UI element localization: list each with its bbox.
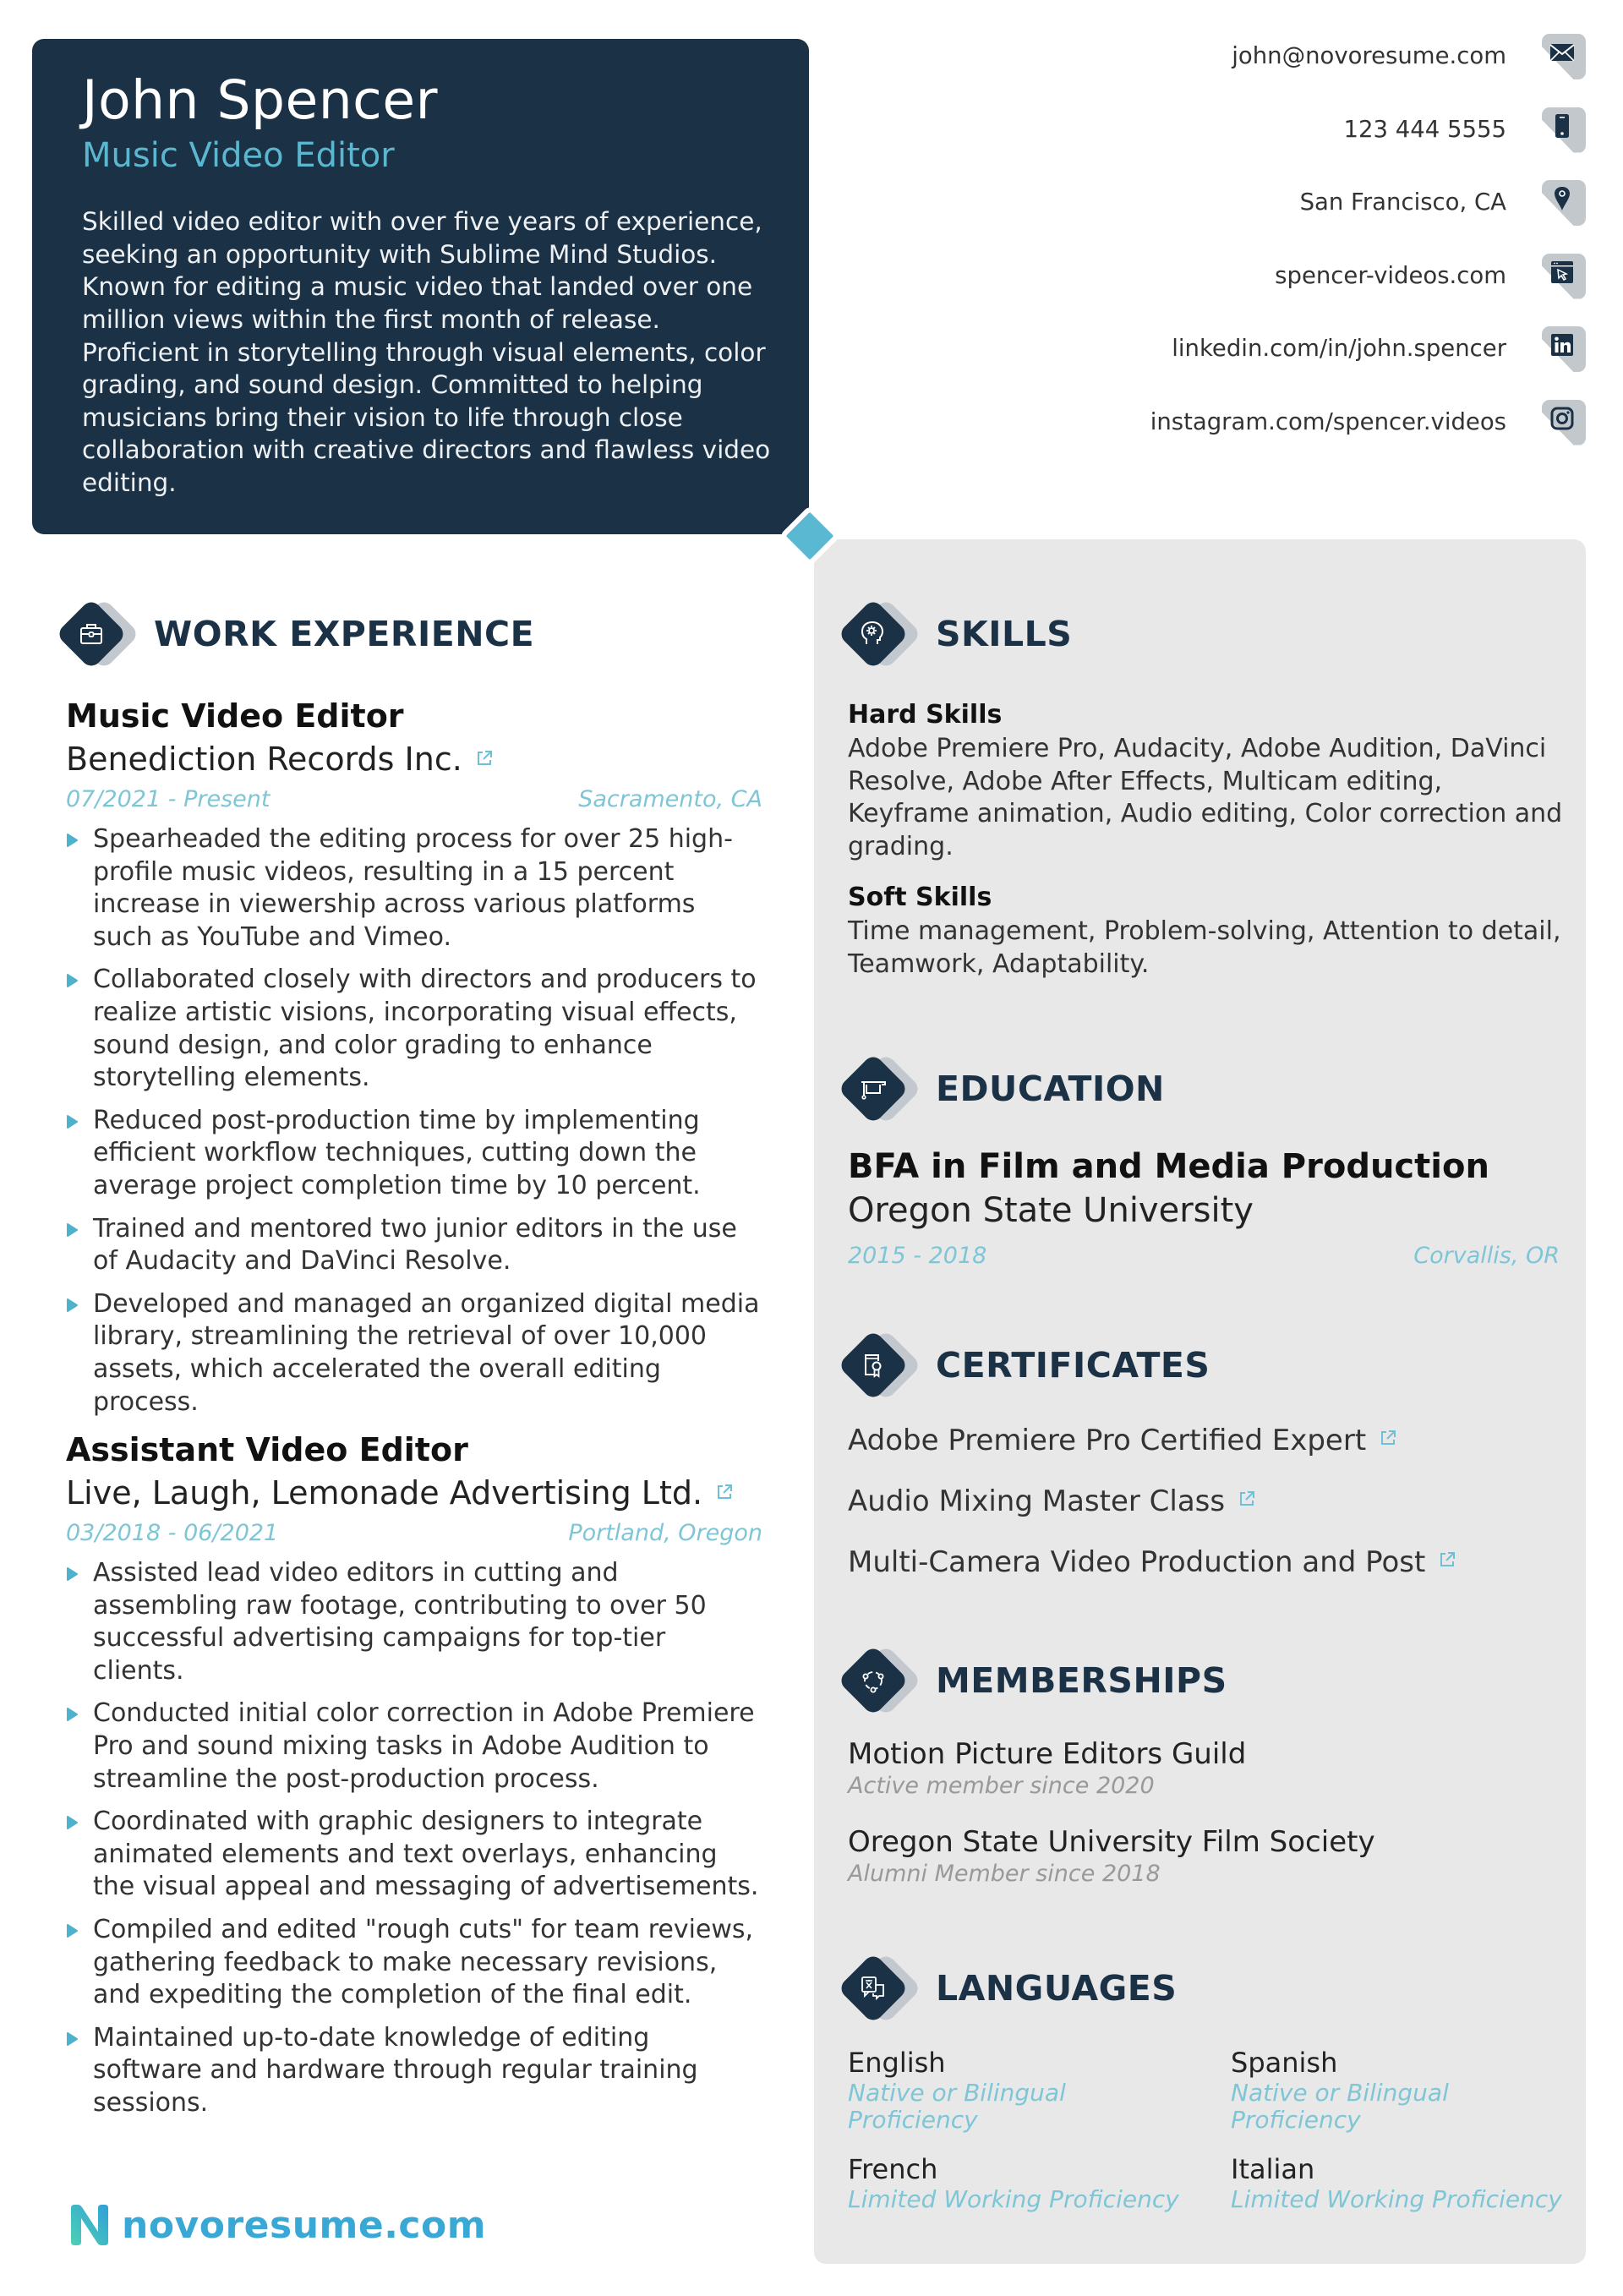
contact-website[interactable] [945,252,1587,325]
contact-phone-text[interactable]: 123 444 5555 [1343,115,1506,143]
job-location: Portland, Oregon [568,1520,762,1546]
language-name: Spanish [1231,2047,1338,2079]
external-link-icon[interactable] [1378,1428,1398,1448]
bullet-triangle-icon [66,1816,78,1829]
bullet-triangle-icon [66,1115,78,1129]
membership-name: Oregon State University Film Society [848,1825,1375,1859]
certificate-item[interactable]: Adobe Premiere Pro Certified Expert [848,1424,1566,1457]
section-title: LANGUAGES [936,1968,1178,2009]
language-level: Native or Bilingual Proficiency [848,2079,1066,2134]
certificate-item[interactable]: Audio Mixing Master Class [848,1484,1566,1518]
hard-skills-label: Hard Skills [848,700,1003,730]
linkedin-icon [1538,325,1587,374]
contact-email-text[interactable]: john@novoresume.com [1232,42,1506,69]
section-title: CERTIFICATES [936,1345,1210,1386]
bullet-triangle-icon [66,2032,78,2046]
language-level: Limited Working Proficiency [1231,2185,1562,2213]
section-title: MEMBERSHIPS [936,1660,1227,1701]
bullet-triangle-icon [66,974,78,987]
job-entry [66,1429,762,2130]
contact-linkedin-text[interactable]: linkedin.com/in/john.spencer [1172,335,1506,362]
bullet-item: Coordinated with graphic designers to integrate animated elements and text overlays, enhancing the visual appeal and messaging of advertisements. [66,1806,762,1904]
language-level: Native or Bilingual Proficiency [1231,2079,1449,2134]
certificates-list [848,1424,1566,1606]
job-dates: 03/2018 - 06/2021 [66,1520,279,1546]
education-meta [848,1239,1560,1273]
contact-instagram[interactable] [945,398,1587,472]
certificate-icon [831,1323,932,1408]
certificate-item[interactable]: Multi-Camera Video Production and Post [848,1545,1566,1579]
envelope-icon [1538,32,1587,81]
section-title: SKILLS [936,614,1073,654]
section-skills [831,592,1072,676]
job-meta [66,1517,762,1550]
bullet-triangle-icon [66,1708,78,1721]
novoresume-logo[interactable] [68,2203,486,2247]
language-item [1231,2152,1569,2213]
language-name: English [848,2047,946,2079]
school: Oregon State University [848,1191,1254,1230]
job-title: Music Video Editor [66,697,404,735]
job-entry [66,695,762,1429]
profile-summary: Skilled video editor with over five years of experience, seeking an opportunity with Sublime Mind Studios. Known for editing a music video that landed over one million views within the first month of release. Proficient in storytelling through visual elements, color grading, and sound design. Committed to helping musicians bring their vision to life through close collaboration with creative directors and flawless video editing. [82,207,771,498]
section-certificates [831,1323,1210,1408]
bullet-triangle-icon [66,1223,78,1237]
memberships-list [848,1736,1566,1912]
contact-instagram-text[interactable]: instagram.com/spencer.videos [1150,407,1506,435]
contact-linkedin[interactable] [945,325,1587,398]
degree: BFA in Film and Media Production [848,1147,1489,1186]
bullet-item: Conducted initial color correction in Adobe Premiere Pro and sound mixing tasks in Adobe Audition to streamline the post-production process. [66,1697,762,1796]
company-name[interactable]: Live, Laugh, Lemonade Advertising Ltd. [66,1474,703,1512]
novoresume-n-icon [68,2203,110,2247]
contact-phone[interactable] [945,106,1587,179]
bullet-triangle-icon [66,834,78,847]
bullet-triangle-icon [66,1298,78,1312]
browser-cursor-icon [1538,252,1587,301]
language-name: Italian [1231,2153,1315,2185]
bullet-item: Developed and managed an organized digital media library, streamlining the retrieval of over 10,000 assets, which accelerated the overall editing process. [66,1288,762,1419]
membership-note: Alumni Member since 2018 [848,1861,1161,1887]
education-dates: 2015 - 2018 [848,1243,987,1269]
education-location: Corvallis, OR [1413,1243,1560,1269]
bullet-item: Collaborated closely with directors and producers to realize artistic visions, incorporating visual effects, sound design, and color grading to enhance storytelling elements. [66,964,762,1094]
contact-website-text[interactable]: spencer-videos.com [1275,261,1506,289]
phone-icon [1538,106,1587,155]
bullet-item: Trained and mentored two junior editors in the use of Audacity and DaVinci Resolve. [66,1213,762,1278]
soft-skills-list: Time management, Problem-solving, Attention to detail, Teamwork, Adaptability. [848,916,1561,979]
candidate-name: John Spencer [82,69,438,131]
languages-list [848,2046,1566,2213]
section-title: EDUCATION [936,1069,1165,1109]
instagram-icon [1538,398,1587,447]
company-name[interactable]: Benediction Records Inc. [66,741,462,778]
profile-header [32,39,809,534]
language-name: French [848,2153,938,2185]
membership-name: Motion Picture Editors Guild [848,1737,1247,1771]
contact-location-text: San Francisco, CA [1299,189,1506,216]
bullet-item: Maintained up-to-date knowledge of editing software and hardware through regular training sessions. [66,2022,762,2120]
bullet-item: Compiled and edited "rough cuts" for team reviews, gathering feedback to make necessary revisions, and expediting the completion of the final edit. [66,1914,762,2012]
hard-skills-list: Adobe Premiere Pro, Audacity, Adobe Audition, DaVinci Resolve, Adobe After Effects, Multicam editing, Keyframe animation, Audio editing, Color correction and grading. [848,734,1563,861]
contact-location [945,178,1587,252]
external-link-icon[interactable] [1437,1550,1457,1570]
education-entry [848,1145,1566,1273]
section-memberships [831,1638,1227,1723]
language-level: Limited Working Proficiency [848,2185,1179,2213]
candidate-title: Music Video Editor [82,136,395,176]
language-item [848,2152,1231,2213]
job-meta [66,783,762,817]
external-link-icon[interactable] [714,1482,735,1502]
job-dates: 07/2021 - Present [66,786,270,812]
translate-icon [831,1946,932,2031]
bullet-triangle-icon [66,1924,78,1938]
map-pin-icon [1538,178,1587,227]
bullet-item: Assisted lead video editors in cutting and assembling raw footage, contributing to over 50 successful advertising campaigns for top-tier clients. [66,1557,762,1687]
logo-text[interactable]: novoresume.com [122,2203,487,2247]
graduation-cap-icon [831,1047,932,1131]
job-location: Sacramento, CA [578,786,762,812]
language-item [1231,2046,1569,2134]
section-education [831,1047,1165,1131]
section-work-experience [49,592,534,676]
contact-list [945,32,1587,471]
job-bullets [66,823,762,1419]
contact-email[interactable] [945,32,1587,106]
company-link[interactable] [66,1471,762,1515]
bullet-triangle-icon [66,1567,78,1581]
soft-skills-label: Soft Skills [848,883,992,913]
language-item [848,2046,1231,2134]
bullet-item: Spearheaded the editing process for over 25 high-profile music videos, resulting in a 15 percent increase in viewership across various platforms such as YouTube and Vimeo. [66,823,762,954]
membership-note: Active member since 2020 [848,1773,1155,1799]
external-link-icon[interactable] [474,748,495,768]
head-gear-icon [831,592,932,676]
skills-content [848,697,1566,981]
job-title: Assistant Video Editor [66,1431,468,1468]
network-circle-icon [831,1638,932,1723]
job-bullets [66,1557,762,2120]
section-title: WORK EXPERIENCE [154,614,535,654]
company-link[interactable] [66,737,762,781]
section-languages [831,1946,1177,2031]
briefcase-icon [49,592,150,676]
bullet-item: Reduced post-production time by implementing efficient workflow techniques, cutting down the average project completion time by 10 percent. [66,1105,762,1203]
external-link-icon[interactable] [1237,1489,1257,1509]
